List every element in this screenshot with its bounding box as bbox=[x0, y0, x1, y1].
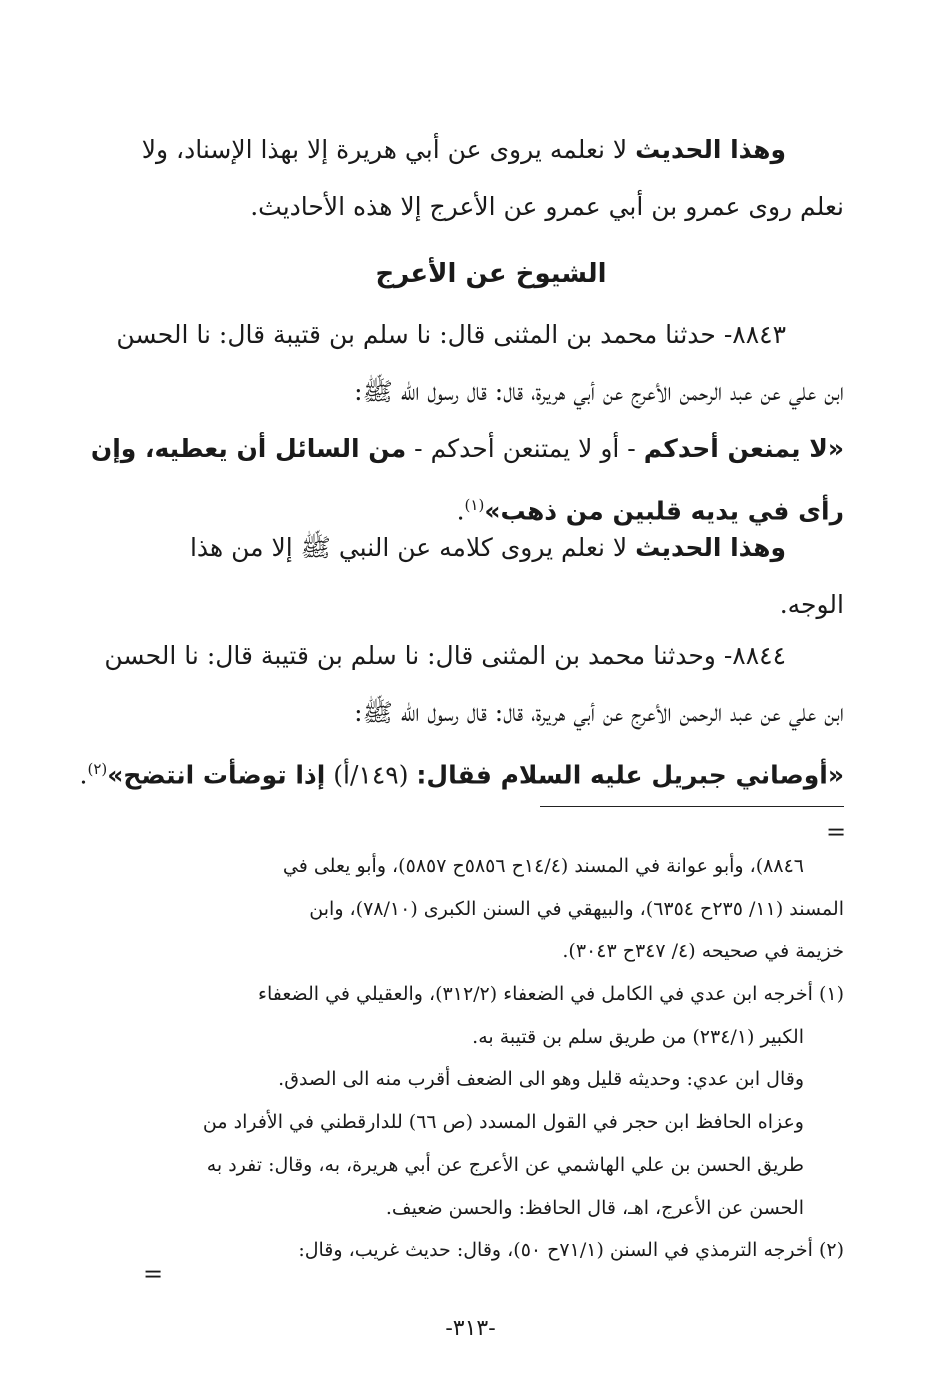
page-number: -٣١٣- bbox=[445, 1316, 496, 1341]
remark-paragraph bbox=[138, 519, 844, 633]
footnote-ref-1: (١) bbox=[464, 496, 485, 514]
footnotes bbox=[138, 845, 844, 1272]
intro-line-2: نعلم روى عمرو بن أبي عمرو عن الأعرج إلا هذه الأحاديث. bbox=[250, 192, 844, 221]
footnote-line: الكبير (٢٣٤/١) من طريق سلم بن قتيبة به. bbox=[472, 1025, 804, 1048]
hadith-8843-line-2: ابن علي عن عبد الرحمن الأعرج عن أبي هريرة، قال: قال رسول الله ﷺ: bbox=[354, 377, 844, 406]
intro-line-1: وهذا الحديث لا نعلمه يروى عن أبي هريرة إلا بهذا الإسناد، ولا bbox=[141, 135, 786, 164]
hadith-8844-line-1: ٨٨٤٤- وحدثنا محمد بن المثنى قال: نا سلم بن قتيبة قال: نا الحسن bbox=[104, 641, 786, 670]
remark-line-2: الوجه. bbox=[779, 590, 844, 619]
footnote-line: خزيمة في صحيحه (٤/ ٣٤٧ح ٣٠٤٣). bbox=[562, 940, 844, 963]
footnote-2: (٢) أخرجه الترمذي في السنن (٧١/١ح ٥٠)، وقال: حديث غريب، وقال: bbox=[298, 1239, 844, 1262]
footnote-1: (١) أخرجه ابن عدي في الكامل في الضعفاء (٣١٢/٢)، والعقيلي في الضعفاء bbox=[258, 983, 844, 1006]
hadith-8843-line-1: ٨٨٤٣- حدثنا محمد بن المثنى قال: نا سلم بن قتيبة قال: نا الحسن bbox=[116, 320, 786, 349]
footnote-line: ٨٨٤٦)، وأبو عوانة في المسند (١٤/٤ح ٥٨٥٦ح ٥٨٥٧)، وأبو يعلى في bbox=[282, 855, 804, 877]
continuation-mark-bottom: = bbox=[143, 1260, 164, 1288]
hadith-8844-line-3: «أوصاني جبريل عليه السلام فقال: (١٤٩/أ) إذا توضأت انتضح»$^{(٢)}$. bbox=[79, 760, 844, 790]
hadith-8843 bbox=[90, 306, 844, 534]
footnote-line: وقال ابن عدي: وحديثه قليل وهو الى الضعف أقرب منه الى الصدق. bbox=[278, 1068, 804, 1091]
section-heading: الشيوخ عن الأعرج bbox=[375, 259, 607, 289]
hadith-8843-line-4: رأى في يديه قلبين من ذهب»$^{(١)}$. bbox=[456, 496, 844, 526]
intro-paragraph bbox=[138, 121, 844, 235]
continuation-mark-top: = bbox=[826, 818, 847, 846]
footnote-separator bbox=[540, 806, 844, 807]
footnote-line: المسند (١١/ ٢٣٥ح ٦٣٥٤)، والبيهقي في السنن الكبرى (٧٨/١٠)، وابن bbox=[309, 897, 844, 920]
footnote-line: طريق الحسن بن علي الهاشمي عن الأعرج عن أبي هريرة، به، وقال: تفرد به bbox=[206, 1153, 804, 1176]
footnote-line: وعزاه الحافظ ابن حجر في القول المسدد (ص ٦٦) للدارقطني في الأفراد من bbox=[202, 1111, 804, 1134]
footnote-line: الحسن عن الأعرج، اهـ، قال الحافظ: والحسن ضعيف. bbox=[385, 1196, 804, 1219]
footnote-ref-2: (٢) bbox=[87, 760, 108, 778]
remark-line-1: وهذا الحديث لا نعلم يروى كلامه عن النبي ﷺ إلا من هذا bbox=[189, 533, 786, 562]
hadith-8844-line-2: ابن علي عن عبد الرحمن الأعرج عن أبي هريرة، قال: قال رسول الله ﷺ: bbox=[354, 698, 844, 727]
hadith-8844 bbox=[79, 627, 844, 798]
hadith-8843-line-3: «لا يمنعن أحدكم - أو لا يمتنعن أحدكم - من السائل أن يعطيه، وإن bbox=[90, 434, 844, 463]
